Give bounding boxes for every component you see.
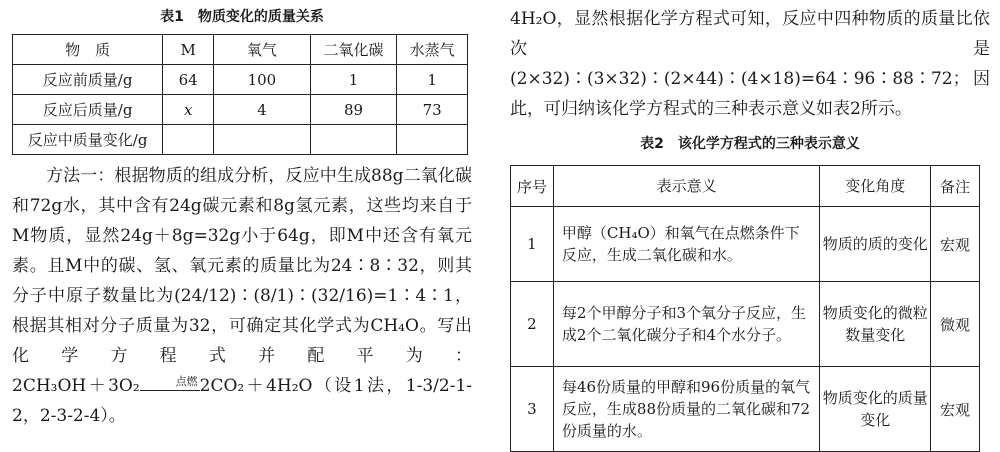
header-cell: 表示意义 <box>553 166 819 207</box>
table2-caption: 表2 该化学方程式的三种表示意义 <box>640 136 860 152</box>
table-cell <box>397 125 468 155</box>
equation-tail: （设1法，1-3/2-1-2，2-3-2-4）。 <box>12 376 473 426</box>
table-row <box>511 207 980 282</box>
left-column <box>12 0 472 431</box>
meaning-cell: 甲醇（CH₄O）和氧气在点燃条件下反应，生成二氧化碳和水。 <box>553 207 819 282</box>
table-cell <box>163 125 214 155</box>
angle-cell: 物质的质的变化 <box>820 207 931 282</box>
header-cell: 水蒸气 <box>397 35 468 65</box>
table-row <box>511 282 980 367</box>
right-column <box>510 0 990 452</box>
table-cell: 64 <box>163 65 214 95</box>
angle-cell: 物质变化的微粒数量变化 <box>820 282 931 367</box>
note-cell: 宏观 <box>931 207 980 282</box>
table-cell: x <box>163 95 214 125</box>
row-label: 反应前质量/g <box>13 65 163 95</box>
note-cell: 微观 <box>931 282 980 367</box>
mass-relation-table <box>12 34 468 155</box>
table-cell <box>310 125 397 155</box>
header-cell: M <box>163 35 214 65</box>
meaning-cell: 每2个甲醇分子和3个氧分子反应，生成2个二氧化碳分子和4个水分子。 <box>553 282 819 367</box>
table-cell <box>214 125 311 155</box>
table-cell: 89 <box>310 95 397 125</box>
meaning-table <box>510 165 980 452</box>
table1-caption: 表1 物质变化的质量关系 <box>160 9 324 25</box>
table-cell: 1 <box>397 65 468 95</box>
table-row <box>511 367 980 452</box>
equation-condition: 点燃 <box>140 376 200 388</box>
row-number: 2 <box>511 282 554 367</box>
table-cell: 100 <box>214 65 311 95</box>
method-one-paragraph <box>12 161 472 431</box>
row-number: 1 <box>511 207 554 282</box>
row-number: 3 <box>511 367 554 452</box>
equation-products: 2CO₂＋4H₂O <box>199 376 313 396</box>
table-header-row <box>13 35 468 65</box>
mass-ratio-paragraph: 4H₂O，显然根据化学方程式可知，反应中四种物质的质量比依次是(2×32)∶(3×32)∶(2×44)∶(4×18)=64∶96∶88∶72；因此，可归纳该化学方程式的三种表示意义如表2所示。 <box>510 9 990 119</box>
header-cell: 变化角度 <box>820 166 931 207</box>
header-cell: 二氧化碳 <box>310 35 397 65</box>
header-cell: 备注 <box>931 166 980 207</box>
table-header-row <box>511 166 980 207</box>
equation-reactants: 2CH₃OH＋3O₂ <box>12 376 140 396</box>
row-label: 反应后质量/g <box>13 95 163 125</box>
header-cell: 物 质 <box>13 35 163 65</box>
row-label: 反应中质量变化/g <box>13 125 163 155</box>
header-cell: 氧气 <box>214 35 311 65</box>
angle-cell: 物质变化的质量变化 <box>820 367 931 452</box>
note-cell: 宏观 <box>931 367 980 452</box>
meaning-cell: 每46份质量的甲醇和96份质量的氧气反应，生成88份质量的二氧化碳和72份质量的水。 <box>553 367 819 452</box>
table-cell: 1 <box>310 65 397 95</box>
table-cell: 4 <box>214 95 311 125</box>
chemical-equation <box>12 376 312 396</box>
method-one-text: 方法一：根据物质的组成分析，反应中生成88g二氧化碳和72g水，其中含有24g碳元素和8g氢元素，这些均来自于M物质，显然24g＋8g=32g小于64g，即M中还含有氧元素。且M中的碳、氢、氧元素的质量比为24∶8∶32，则其分子中原子数量比为(24/12)∶(8/1)∶(32/16)=1∶4∶1，根据其相对分子质量为32，可确定其化学式为CH₄O。写出化学方程式并配平为： <box>12 166 472 366</box>
table-row <box>13 95 468 125</box>
table-cell: 73 <box>397 95 468 125</box>
header-cell: 序号 <box>511 166 554 207</box>
table-row <box>13 125 468 155</box>
table-row <box>13 65 468 95</box>
